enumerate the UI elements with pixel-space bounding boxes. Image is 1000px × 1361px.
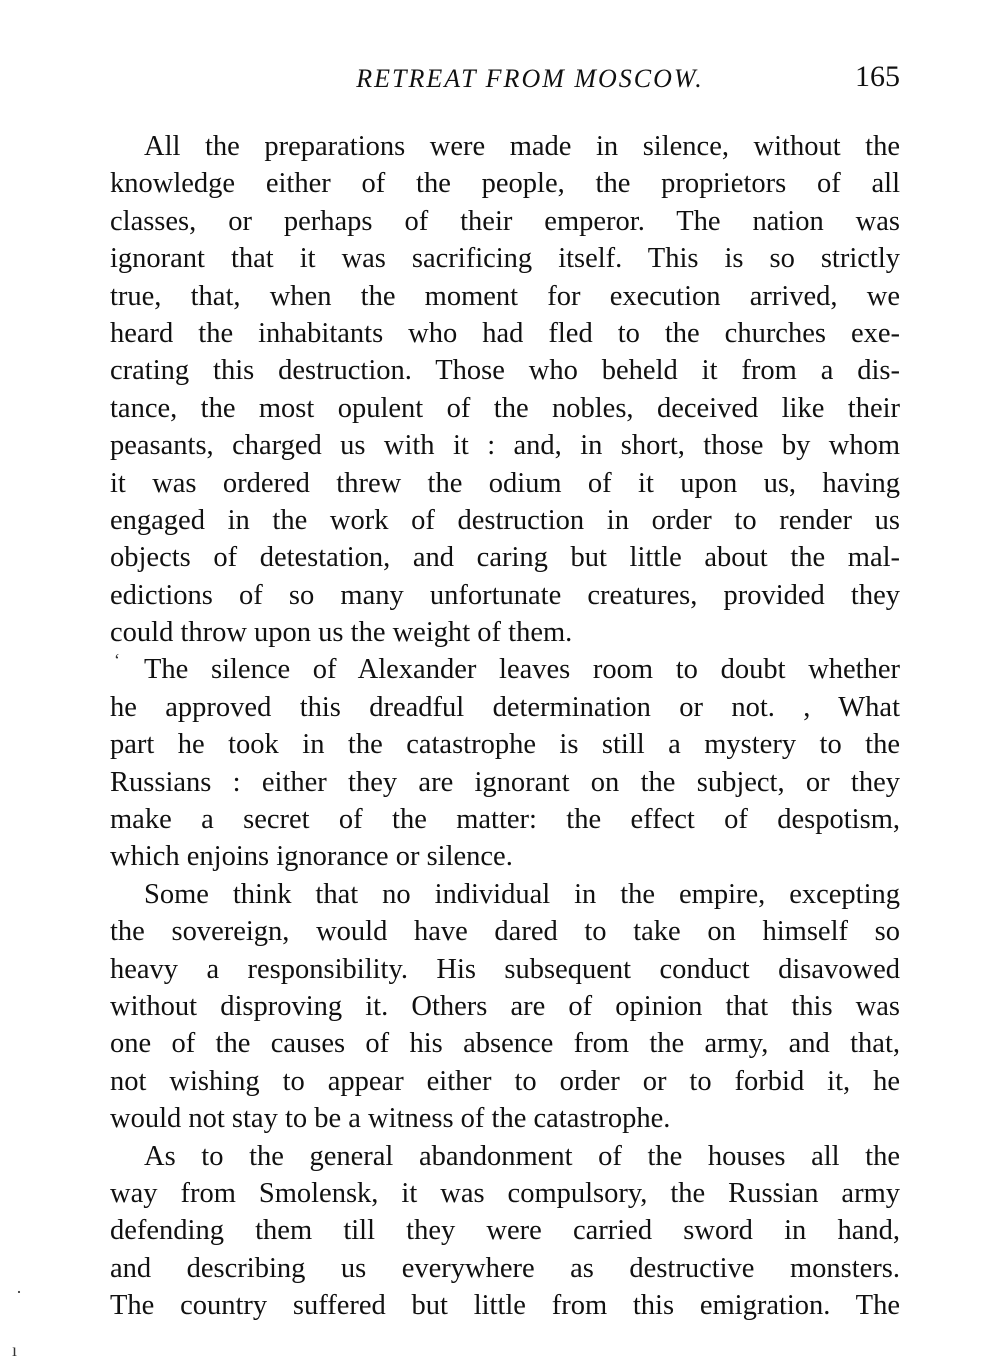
text-line: peasants, charged us with it : and, in short, those by whom: [110, 430, 900, 462]
text-line: without disproving it. Others are of opinion that this was: [110, 990, 900, 1022]
text-line: make a secret of the matter: the effect of despotism,: [110, 804, 900, 836]
text-line: defending them till they were carried sword in hand,: [110, 1215, 900, 1247]
scan-speck: ı: [12, 1340, 18, 1360]
scan-speck: ʻ: [114, 650, 120, 670]
text-line: one of the causes of his absence from the army, and that,: [110, 1028, 900, 1060]
text-line: the sovereign, would have dared to take on himself so: [110, 916, 900, 948]
text-line: way from Smolensk, it was compulsory, the Russian army: [110, 1177, 900, 1209]
text-line: objects of detestation, and caring but little about the mal-: [110, 542, 900, 574]
scan-speck: ·: [16, 1282, 22, 1302]
text-line: part he took in the catastrophe is still a mystery to the: [110, 729, 900, 761]
text-line: and describing us everywhere as destructive monsters.: [110, 1252, 900, 1284]
text-line: tance, the most opulent of the nobles, deceived like their: [110, 392, 900, 424]
text-line: As to the general abandonment of the houses all the: [144, 1140, 900, 1172]
running-title: RETREAT FROM MOSCOW.: [356, 64, 704, 93]
text-line: not wishing to appear either to order or to forbid it, he: [110, 1065, 900, 1097]
text-line: The silence of Alexander leaves room to doubt whether: [144, 654, 900, 686]
text-line: ignorant that it was sacrificing itself. This is so strictly: [110, 243, 900, 275]
text-line: The country suffered but little from this emigration. The: [110, 1290, 900, 1322]
text-line: classes, or perhaps of their emperor. The nation was: [110, 205, 900, 237]
text-line: All the preparations were made in silence, without the: [144, 131, 900, 162]
text-line: Russians : either they are ignorant on the subject, or they: [110, 766, 900, 798]
text-line: it was ordered threw the odium of it upon us, having: [110, 467, 900, 499]
running-head: [110, 60, 900, 104]
text-line: crating this destruction. Those who beheld it from a dis-: [110, 355, 900, 387]
text-line: he approved this dreadful determination or not. , What: [110, 691, 900, 723]
text-line: true, that, when the moment for execution arrived, we: [110, 280, 900, 312]
page-number: 165: [855, 60, 900, 93]
text-line: engaged in the work of destruction in order to render us: [110, 504, 900, 536]
text-line: knowledge either of the people, the proprietors of all: [110, 168, 900, 200]
text-line: would not stay to be a witness of the catastrophe.: [110, 1103, 671, 1135]
text-line: heavy a responsibility. His subsequent conduct disavowed: [110, 953, 900, 985]
text-line: heard the inhabitants who had fled to the churches exe-: [110, 317, 900, 349]
text-line: could throw upon us the weight of them.: [110, 617, 573, 649]
text-line: Some think that no individual in the empire, excepting: [144, 878, 900, 910]
body-text: [110, 128, 900, 1325]
text-line: edictions of so many unfortunate creatures, provided they: [110, 579, 900, 611]
text-line: which enjoins ignorance or silence.: [110, 841, 513, 873]
